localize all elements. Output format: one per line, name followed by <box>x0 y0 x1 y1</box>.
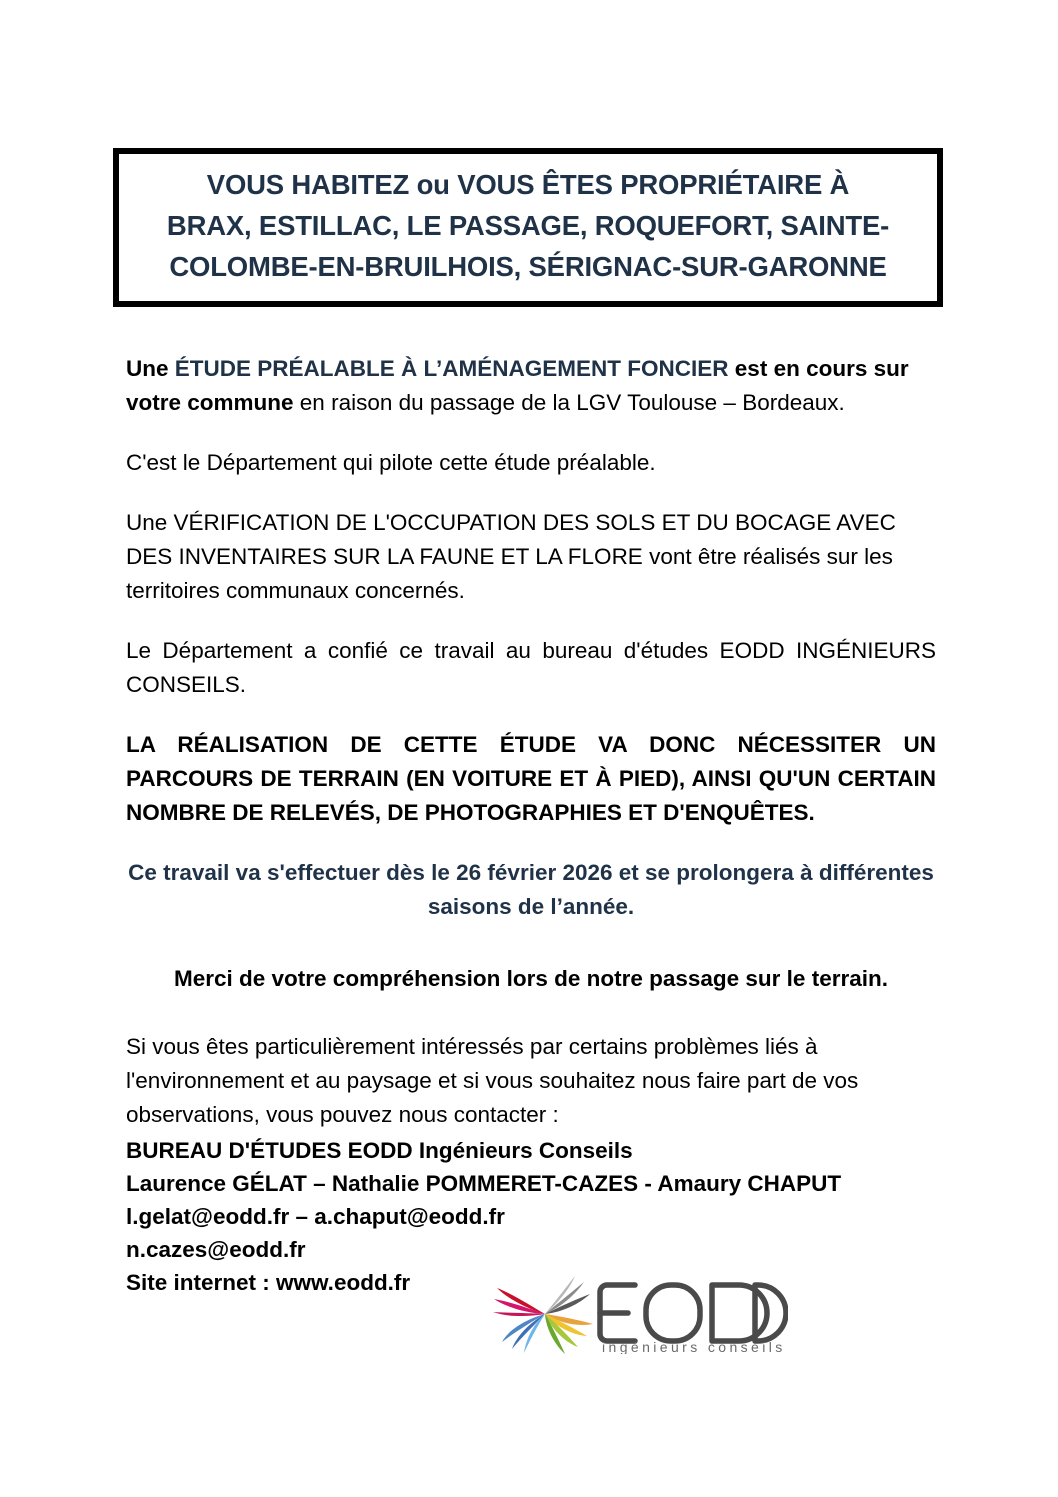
paragraph-study-underway <box>126 352 936 420</box>
paragraph-thanks: Merci de votre compréhension lors de notre passage sur le terrain. <box>174 966 888 991</box>
contact-company: BUREAU D'ÉTUDES EODD Ingénieurs Conseils <box>126 1138 633 1163</box>
paragraph-schedule: Ce travail va s'effectuer dès le 26 février 2026 et se prolongera à différentes saisons de l’année. <box>128 860 934 919</box>
eodd-tagline: ingénieurs conseils <box>602 1339 786 1354</box>
paragraph-verification-soils: Une VÉRIFICATION DE L'OCCUPATION DES SOLS ET DU BOCAGE AVEC DES INVENTAIRES SUR LA FAUNE ET LA FLORE vont être réalisés sur les territoires communaux concernés. <box>126 510 896 603</box>
contact-emails-line-2[interactable]: n.cazes@eodd.fr <box>126 1237 306 1262</box>
eodd-wordmark <box>600 1285 786 1341</box>
header-title-line-2: BRAX, ESTILLAC, LE PASSAGE, ROQUEFORT, SAINTE- <box>166 210 890 241</box>
header-title-line-1: VOUS HABITEZ ou VOUS ÊTES PROPRIÉTAIRE À <box>206 169 850 200</box>
eodd-burst-icon <box>493 1276 593 1354</box>
eodd-logo-svg <box>483 1272 788 1354</box>
contact-emails-line-1[interactable]: l.gelat@eodd.fr – a.chaput@eodd.fr <box>126 1204 505 1229</box>
contact-website[interactable]: Site internet : www.eodd.fr <box>126 1270 411 1295</box>
paragraph-fieldwork-requirements: LA RÉALISATION DE CETTE ÉTUDE VA DONC NÉCESSITER UN PARCOURS DE TERRAIN (EN VOITURE ET À PIED), AINSI QU'UN CERTAIN NOMBRE DE RELEVÉS, DE PHOTOGRAPHIES ET D'ENQUÊTES. <box>126 732 936 825</box>
p1-part3: en raison du passage de la LGV Toulouse – Bordeaux. <box>293 390 845 415</box>
contact-people: Laurence GÉLAT – Nathalie POMMERET-CAZES - Amaury CHAPUT <box>126 1171 842 1196</box>
header-title-line-3: COLOMBE-EN-BRUILHOIS, SÉRIGNAC-SUR-GARONNE <box>169 251 887 282</box>
eodd-logo <box>483 1272 788 1354</box>
p1-part1: Une <box>126 356 175 381</box>
header-title-box <box>113 148 943 307</box>
p1-part2: est en cours sur votre commune <box>126 356 909 415</box>
paragraph-department-pilot: C'est le Département qui pilote cette étude préalable. <box>126 450 656 475</box>
body-content <box>126 352 936 1299</box>
p1-highlight: ÉTUDE PRÉALABLE À L’AMÉNAGEMENT FONCIER <box>174 356 729 381</box>
paragraph-eodd-mandate: Le Département a confié ce travail au bureau d'études EODD INGÉNIEURS CONSEILS. <box>126 638 936 697</box>
paragraph-contact-invite: Si vous êtes particulièrement intéressés par certains problèmes liés à l'environnement et au paysage et si vous souhaitez nous faire part de vos observations, vous pouvez nous contacter : <box>126 1034 859 1127</box>
